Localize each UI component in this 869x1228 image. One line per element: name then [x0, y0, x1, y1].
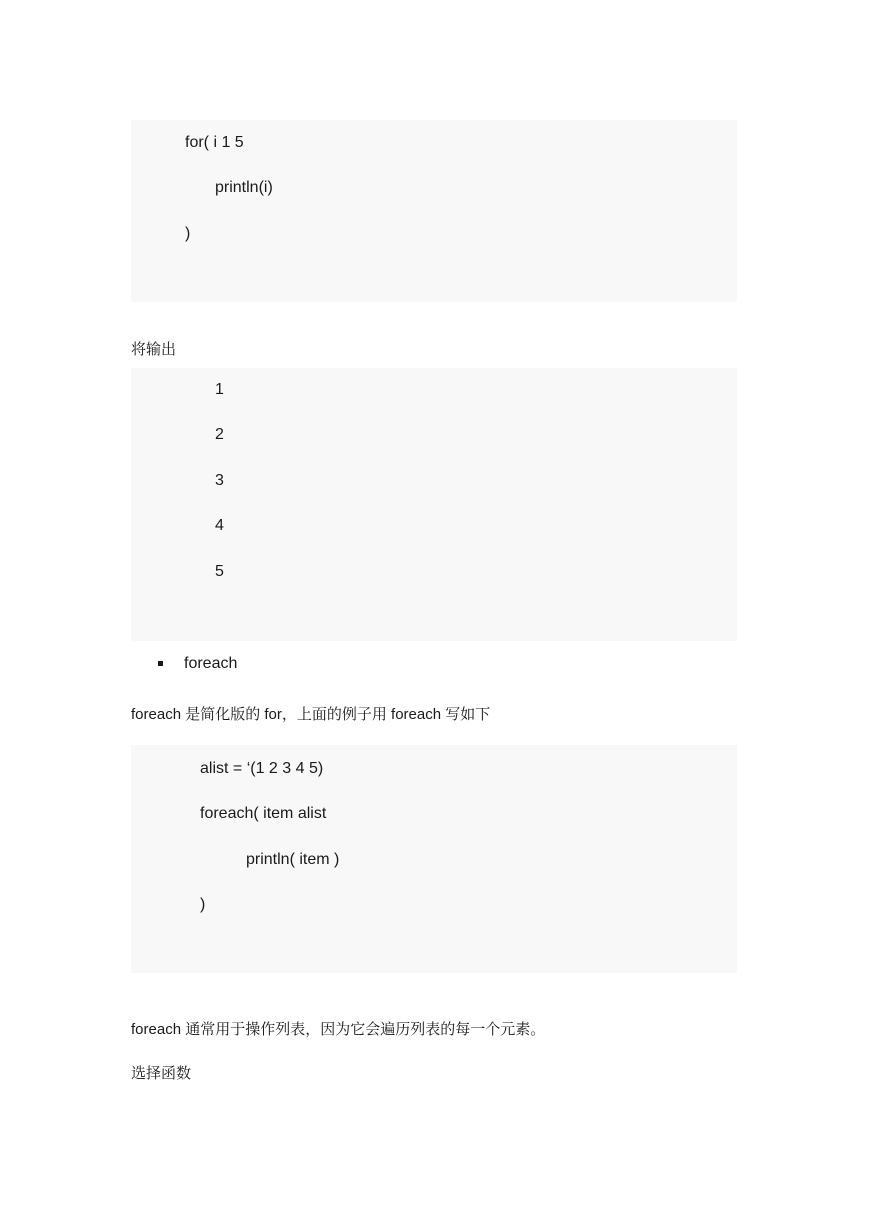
output-line: 4 — [215, 517, 224, 534]
paragraph-foreach-description: foreach 是简化版的 for，上面的例子用 foreach 写如下 — [131, 706, 491, 723]
code-line: println( item ) — [246, 851, 340, 868]
paragraph-output-intro: 将输出 — [131, 341, 177, 358]
code-block-output — [131, 368, 737, 641]
output-line: 2 — [215, 426, 224, 443]
bullet-item-foreach: foreach — [184, 655, 238, 672]
code-line: ) — [185, 225, 191, 242]
code-line: ) — [200, 896, 206, 913]
code-line: for( i 1 5 — [185, 134, 244, 151]
code-line: foreach( item alist — [200, 805, 327, 822]
code-block-for-loop — [131, 120, 737, 302]
bullet-square-icon — [158, 661, 163, 666]
code-line: println(i) — [215, 179, 273, 196]
output-line: 5 — [215, 563, 224, 580]
output-line: 3 — [215, 472, 224, 489]
output-line: 1 — [215, 381, 224, 398]
code-block-foreach — [131, 745, 737, 973]
section-heading-select-functions: 选择函数 — [131, 1065, 192, 1082]
code-line: alist = ‘(1 2 3 4 5) — [200, 760, 324, 777]
paragraph-foreach-usage: foreach 通常用于操作列表，因为它会遍历列表的每一个元素。 — [131, 1021, 546, 1038]
